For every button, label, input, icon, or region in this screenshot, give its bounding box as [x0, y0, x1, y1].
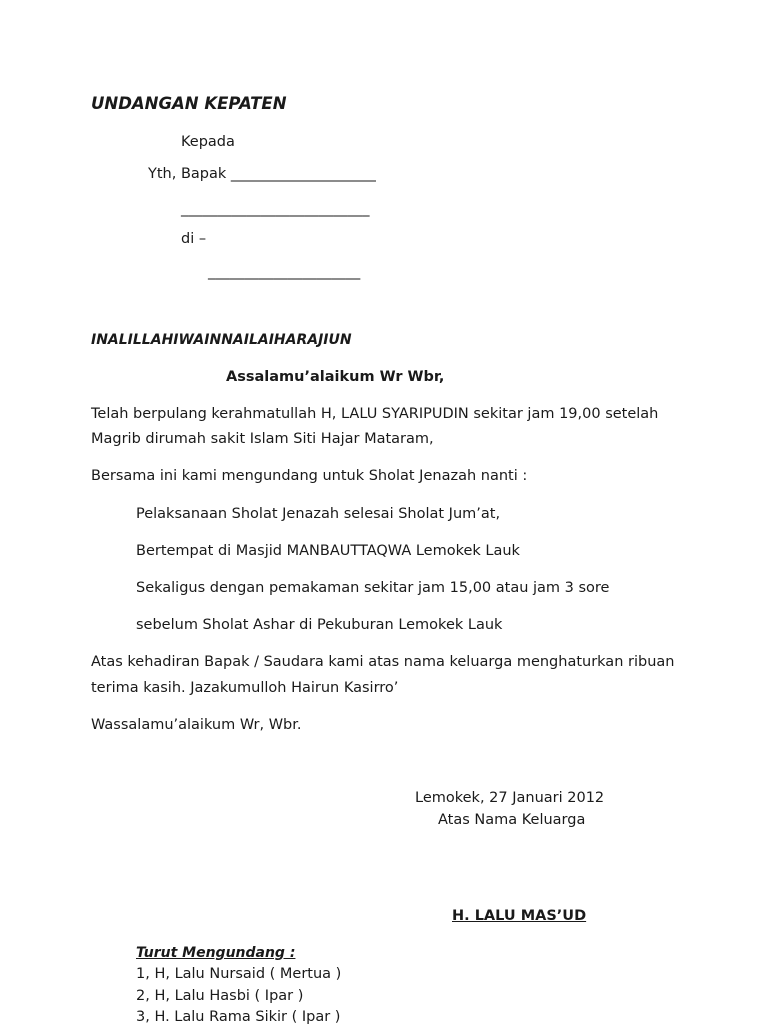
body-paragraph-1-line-1: Telah berpulang kerahmatullah H, LALU SYARIPUDIN sekitar jam 19,00 setelah — [91, 406, 659, 422]
co-inviter-item: 1, H, Lalu Nursaid ( Mertua ) — [136, 966, 342, 982]
body-paragraph-3-line-2: terima kasih. Jazakumulloh Hairun Kasirro’ — [91, 680, 399, 696]
detail-item: Sekaligus dengan pemakaman sekitar jam 15,00 atau jam 3 sore — [136, 580, 610, 596]
on-behalf-of: Atas Nama Keluarga — [438, 812, 586, 828]
co-inviter-item: 3, H. Lalu Rama Sikir ( Ipar ) — [136, 1009, 341, 1024]
address-kepada: Kepada — [181, 134, 235, 150]
address-yth: Yth, Bapak ____________________ — [148, 166, 376, 182]
body-paragraph-1-line-2: Magrib dirumah sakit Islam Siti Hajar Mataram, — [91, 431, 434, 447]
address-blank-line: __________________________ — [181, 201, 370, 217]
co-inviter-item: 2, H, Lalu Hasbi ( Ipar ) — [136, 988, 304, 1004]
co-inviters-heading: Turut Mengundang : — [136, 945, 296, 961]
signatory-name: H. LALU MAS’UD — [452, 908, 587, 924]
detail-item: Bertempat di Masjid MANBAUTTAQWA Lemokek Lauk — [136, 543, 520, 559]
body-paragraph-3-line-1: Atas kehadiran Bapak / Saudara kami atas nama keluarga menghaturkan ribuan — [91, 654, 675, 670]
closing-salutation: Wassalamu’alaikum Wr, Wbr. — [91, 717, 302, 733]
place-date: Lemokek, 27 Januari 2012 — [415, 790, 605, 806]
body-paragraph-2: Bersama ini kami mengundang untuk Sholat Jenazah nanti : — [91, 468, 528, 484]
opening-phrase: INALILLAHIWAINNAILAIHARAJIUN — [91, 332, 352, 348]
address-di: di – — [181, 231, 207, 247]
detail-item: sebelum Sholat Ashar di Pekuburan Lemokek Lauk — [136, 617, 503, 633]
detail-item: Pelaksanaan Sholat Jenazah selesai Sholat Jum’at, — [136, 506, 501, 522]
letter-title: UNDANGAN KEPATEN — [91, 94, 287, 113]
address-location-line: _____________________ — [208, 264, 361, 280]
greeting: Assalamu’alaikum Wr Wbr, — [226, 369, 445, 385]
